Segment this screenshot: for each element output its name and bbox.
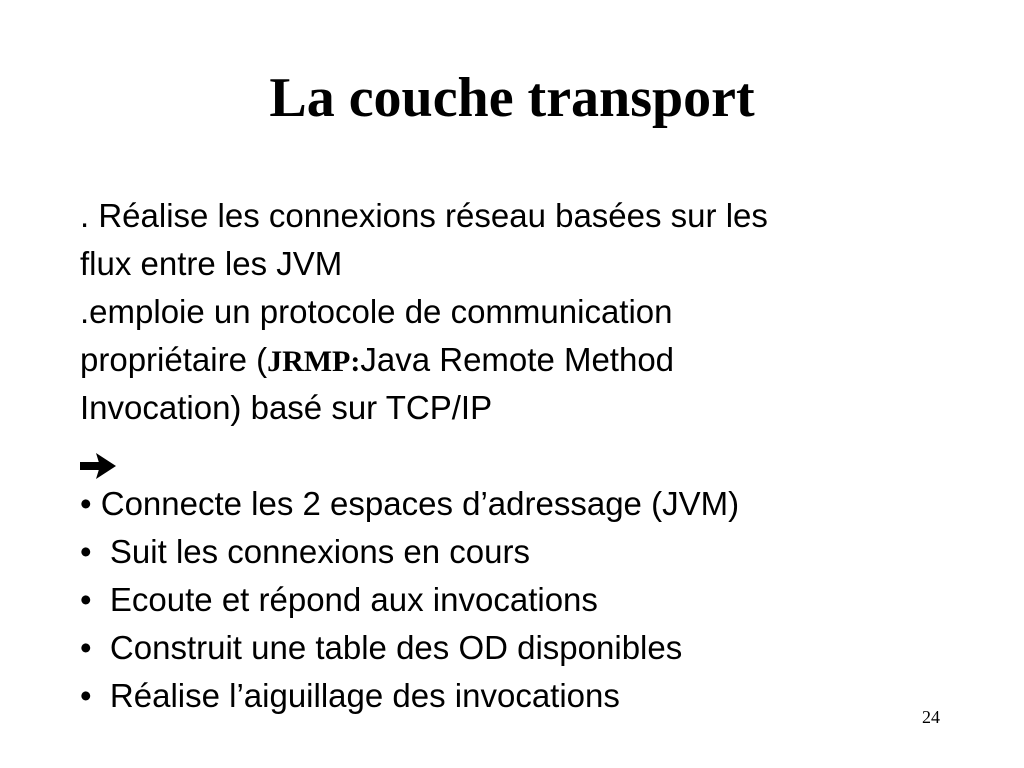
bullet-text: Construit une table des OD disponibles bbox=[109, 629, 683, 666]
bullet-item-5 bbox=[80, 672, 940, 720]
bullet-text: Connecte les 2 espaces d’adressage (JVM) bbox=[100, 485, 740, 522]
paragraph-1-line-1: . Réalise les connexions réseau basées sur les bbox=[80, 197, 768, 234]
bullet-marker: • bbox=[80, 485, 92, 522]
paragraph-2-line-3: Invocation) basé sur TCP/IP bbox=[80, 389, 493, 426]
paragraph-2-suffix: Java Remote Method bbox=[360, 341, 675, 378]
arrow-row bbox=[80, 432, 940, 480]
bullet-text: Suit les connexions en cours bbox=[109, 533, 530, 570]
paragraph-2-prefix: propriétaire ( bbox=[80, 341, 268, 378]
bullet-item-2 bbox=[80, 528, 940, 576]
bullet-item-1 bbox=[80, 480, 940, 528]
right-arrow-icon bbox=[80, 444, 116, 492]
page-number: 24 bbox=[922, 707, 940, 727]
jrmp-acronym: JRMP: bbox=[267, 345, 361, 378]
slide-title: La couche transport bbox=[269, 67, 755, 129]
bullet-marker: • bbox=[80, 629, 92, 666]
bullet-marker: • bbox=[80, 581, 92, 618]
slide-body bbox=[80, 192, 940, 720]
bullet-marker: • bbox=[80, 533, 92, 570]
bullet-marker: • bbox=[80, 677, 92, 714]
paragraph-1-line-2: flux entre les JVM bbox=[80, 245, 343, 282]
bullet-text: Ecoute et répond aux invocations bbox=[109, 581, 598, 618]
paragraph-2-line-1: .emploie un protocole de communication bbox=[80, 293, 673, 330]
bullet-item-3 bbox=[80, 576, 940, 624]
paragraph-2-line-2 bbox=[80, 336, 940, 384]
bullet-text: Réalise l’aiguillage des invocations bbox=[109, 677, 620, 714]
bullet-item-4 bbox=[80, 624, 940, 672]
